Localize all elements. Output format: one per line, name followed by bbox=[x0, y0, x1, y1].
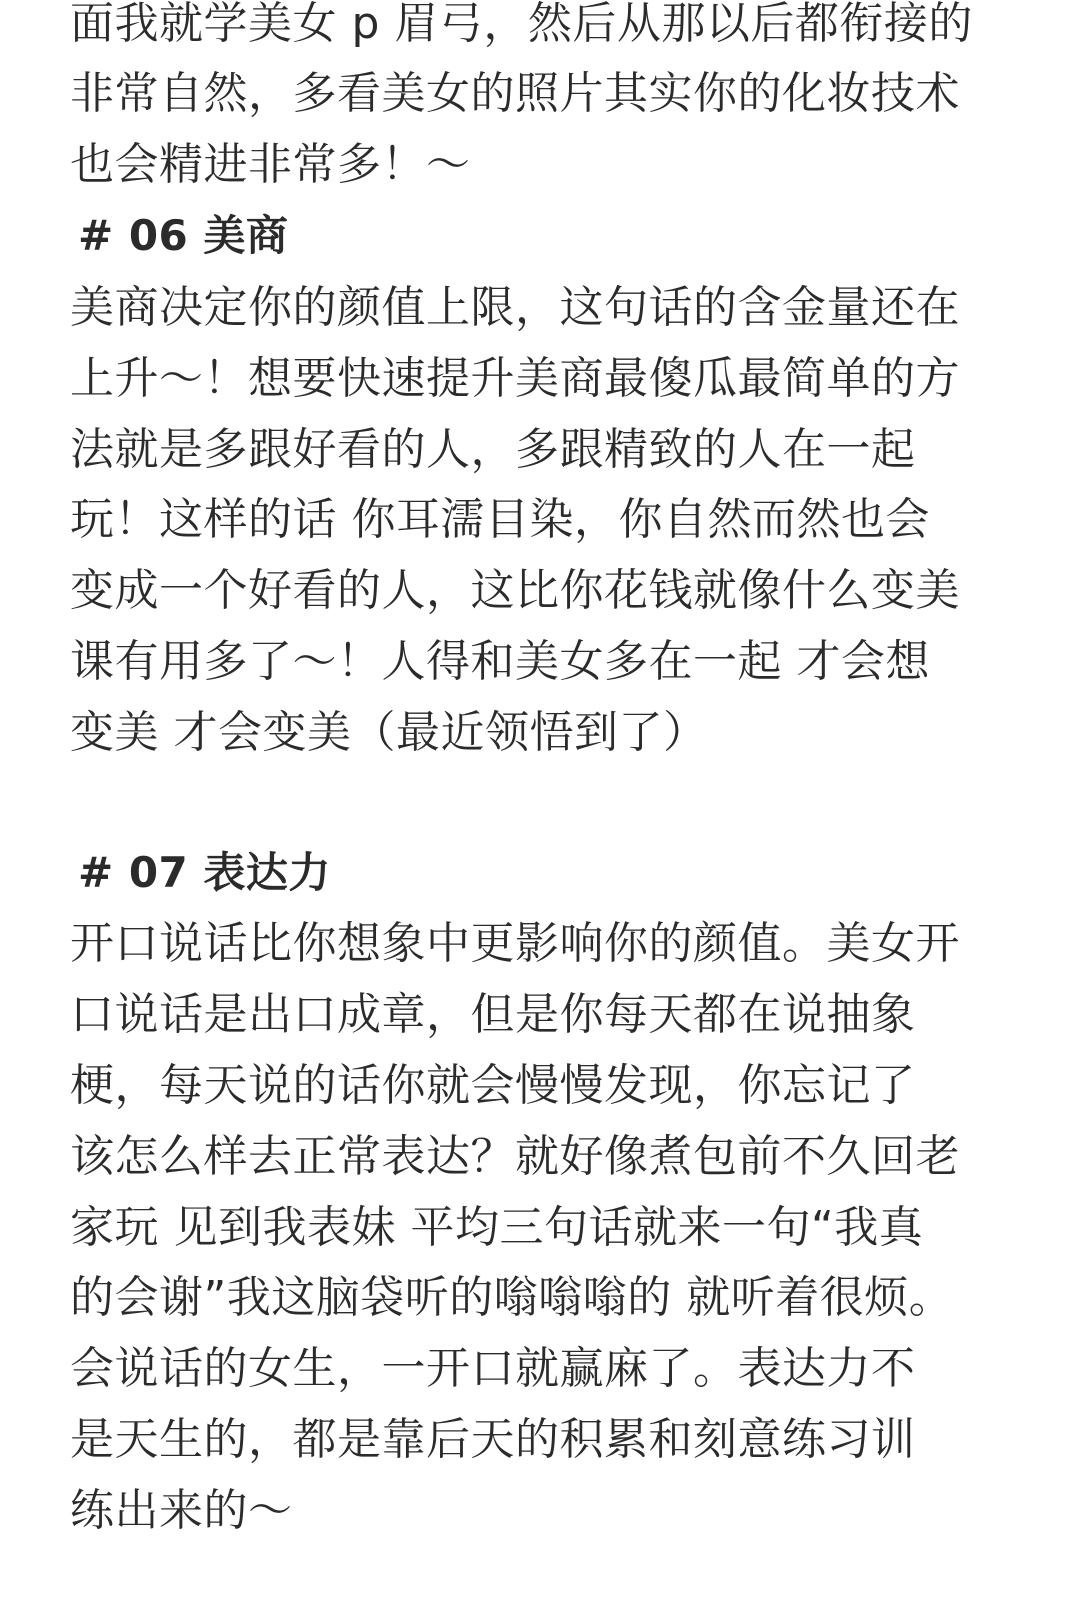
paragraph-line: 变成一个好看的人，这比你花钱就像什么变美 bbox=[70, 565, 960, 616]
paragraph-line: 梗，每天说的话你就会慢慢发现，你忘记了 bbox=[70, 1060, 916, 1111]
paragraph-line: 法就是多跟好看的人，多跟精致的人在一起 bbox=[70, 424, 916, 475]
paragraph-line: 练出来的～ bbox=[70, 1485, 293, 1536]
paragraph-line: 也会精进非常多！～ bbox=[70, 139, 471, 190]
paragraph-line: 的会谢”我这脑袋听的嗡嗡嗡的 就听着很烦。 bbox=[70, 1272, 954, 1323]
paragraph-line: 该怎么样去正常表达？就好像煮包前不久回老 bbox=[70, 1131, 960, 1182]
paragraph-line: 美商决定你的颜值上限，这句话的含金量还在 bbox=[70, 282, 960, 333]
paragraph-line: 家玩 见到我表妹 平均三句话就来一句“我真 bbox=[70, 1202, 924, 1253]
paragraph-line: 非常自然，多看美女的照片其实你的化妆技术 bbox=[70, 68, 960, 119]
paragraph-line: 面我就学美女 p 眉弓，然后从那以后都衔接的 bbox=[70, 0, 973, 49]
paragraph-line: 课有用多了～！人得和美女多在一起 才会想 bbox=[70, 636, 930, 687]
section-heading-06: # 06 美商 bbox=[78, 211, 289, 260]
paragraph-line: 会说话的女生，一开口就赢麻了。表达力不 bbox=[70, 1343, 916, 1394]
paragraph-line: 口说话是出口成章，但是你每天都在说抽象 bbox=[70, 989, 916, 1040]
paragraph-line: 上升～！想要快速提升美商最傻瓜最简单的方 bbox=[70, 353, 960, 404]
paragraph-line: 开口说话比你想象中更影响你的颜值。美女开 bbox=[70, 918, 960, 969]
paragraph-line: 变美 才会变美（最近领悟到了） bbox=[70, 707, 708, 758]
paragraph-line: 玩！这样的话 你耳濡目染，你自然而然也会 bbox=[70, 494, 930, 545]
paragraph-line: 是天生的，都是靠后天的积累和刻意练习训 bbox=[70, 1414, 916, 1465]
section-heading-07: # 07 表达力 bbox=[78, 848, 331, 897]
